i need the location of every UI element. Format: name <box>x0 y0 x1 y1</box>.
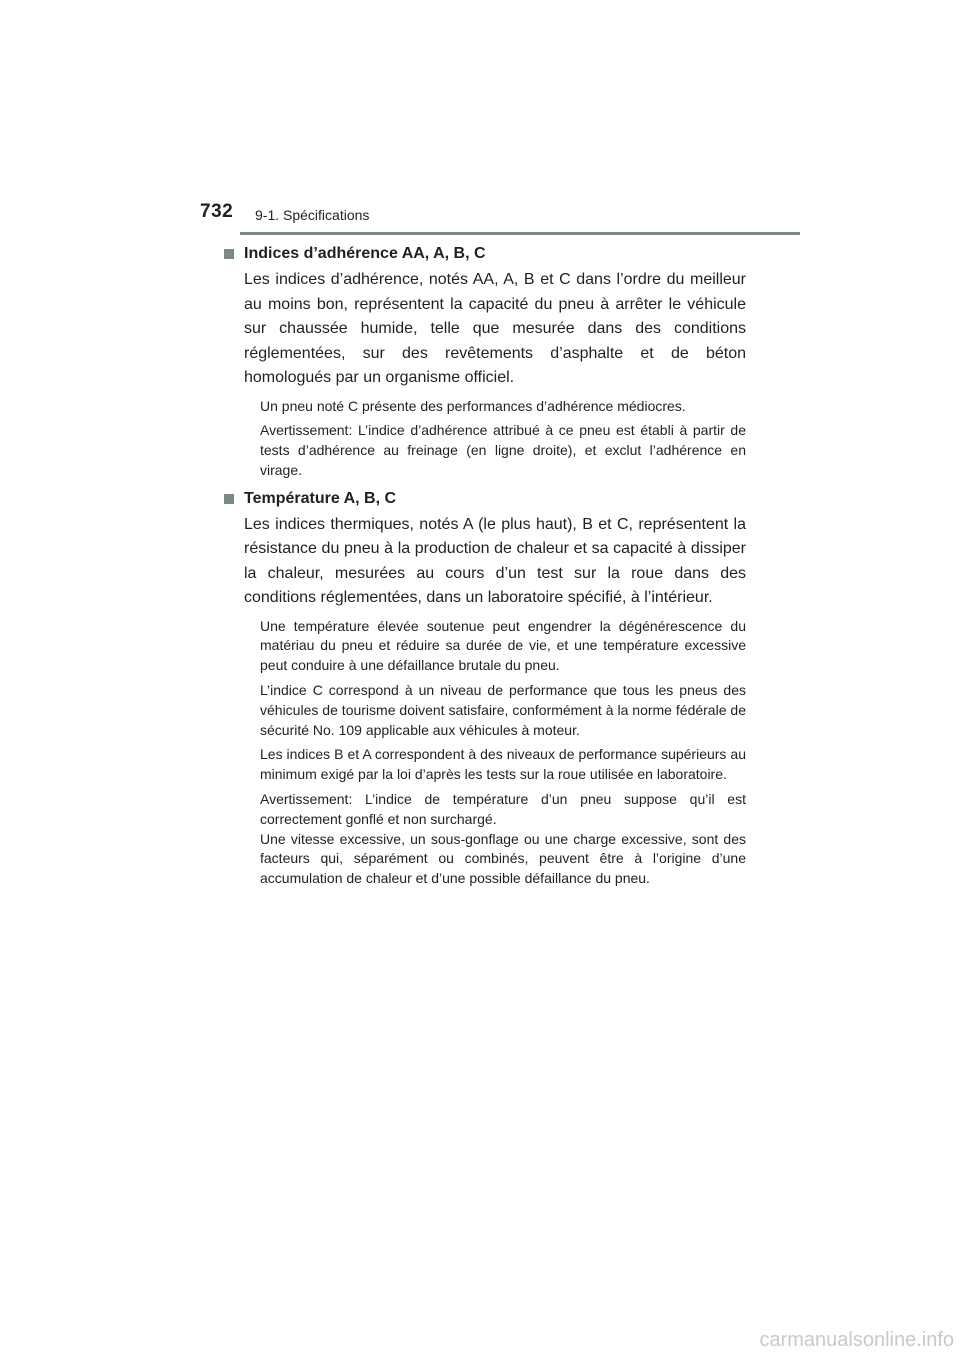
section-title: Température A, B, C <box>244 489 397 507</box>
watermark-text: carmanualsonline.info <box>759 1329 954 1351</box>
note-paragraph: Une température élevée soutenue peut engendrer la dégénérescence du matériau du pneu et réduire sa durée de vie, et une température excessive peut conduire à une défaillance brutale du pneu. <box>260 617 746 674</box>
page-number: 732 <box>200 201 234 222</box>
chapter-title: 9-1. Spécifications <box>255 207 370 223</box>
note-paragraph: Un pneu noté C présente des performances d’adhérence médiocres. <box>260 397 686 414</box>
header-rule <box>240 232 800 235</box>
section-title: Indices d’adhérence AA, A, B, C <box>244 245 486 262</box>
note-paragraph: Avertissement: L’indice d’adhérence attribué à ce pneu est établi à partir de tests d’adhérence au freinage (en ligne droite), et exclut l’adhérence en virage. <box>260 422 746 478</box>
page-content <box>222 242 746 895</box>
section-temperature <box>222 487 746 889</box>
square-bullet-icon <box>224 249 234 259</box>
note-paragraph: L’indice C correspond à un niveau de performance que tous les pneus des véhicules de tourisme doivent satisfaire, conformément à la norme fédérale de sécurité No. 109 applicable aux véhicules à moteur. <box>260 682 746 738</box>
section-body: Les indices thermiques, notés A (le plus haut), B et C, représentent la résistance du pneu à la production de chaleur et sa capacité à dissiper la chaleur, mesurées au cours d’un test sur la roue dans des conditions réglementées, dans un laboratoire spécifié, à l’intérieur. <box>244 515 746 607</box>
section-heading <box>222 487 746 511</box>
section-heading <box>222 242 746 266</box>
square-bullet-icon <box>224 494 234 504</box>
note-paragraph: Avertissement: L’indice de température d’un pneu suppose qu’il est correctement gonflé et non surchargé. <box>260 791 746 827</box>
note-paragraph: Une vitesse excessive, un sous-gonflage ou une charge excessive, sont des facteurs qui, séparément ou combinés, peuvent être à l’origine d’une accumulation de chaleur et d’une possible défaillance du pneu. <box>260 830 746 887</box>
note-paragraph: Les indices B et A correspondent à des niveaux de performance supérieurs au minimum exigé par la loi d’après les tests sur la roue utilisée en laboratoire. <box>260 746 746 783</box>
section-adherence <box>222 242 746 481</box>
section-body: Les indices d’adhérence, notés AA, A, B et C dans l’ordre du meilleur au moins bon, représentent la capacité du pneu à arrêter le véhicule sur chaussée humide, telle que mesurée dans des conditions réglementées, sur des revêtements d’asphalte et de béton homologués par un organisme officiel. <box>244 271 746 386</box>
